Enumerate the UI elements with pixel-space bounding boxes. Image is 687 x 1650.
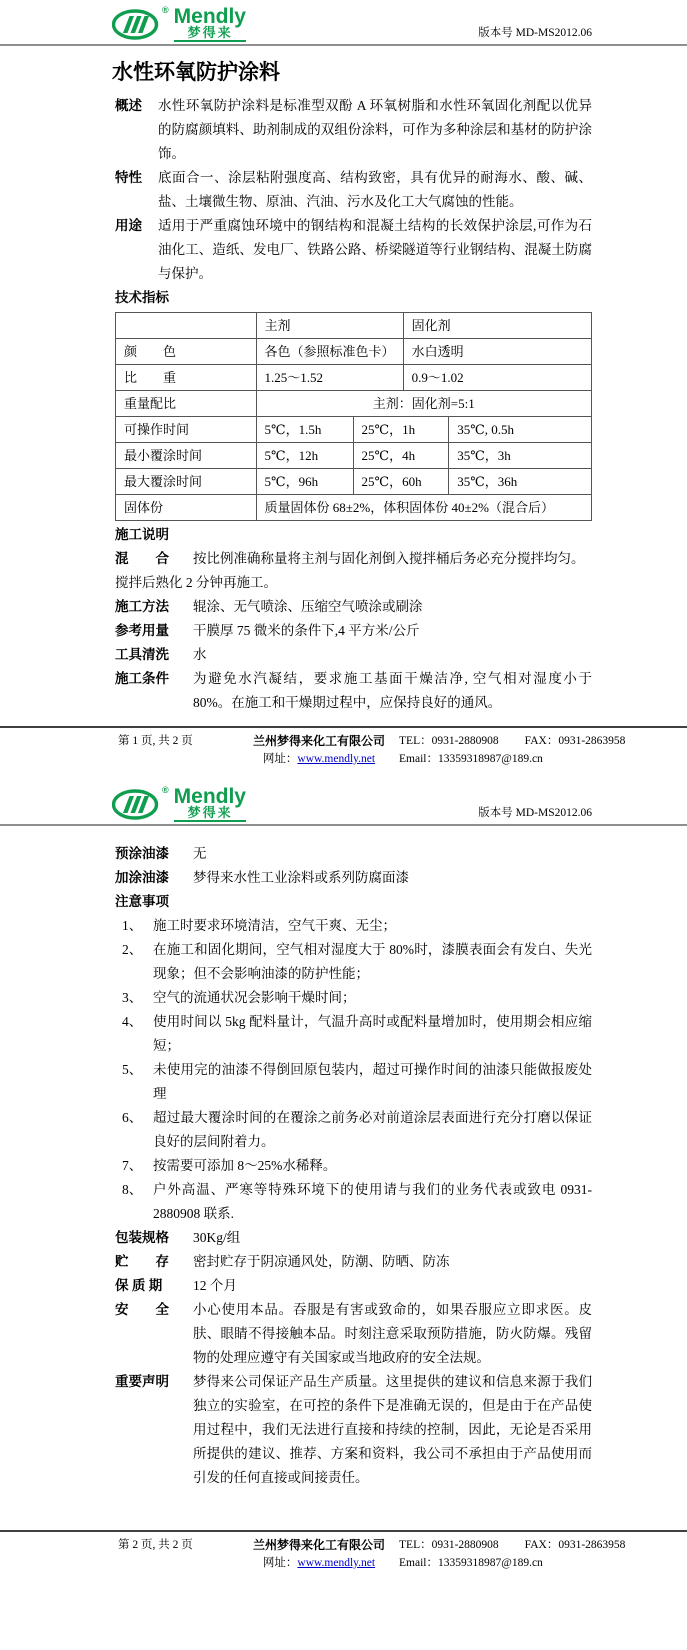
note-number: 1、: [122, 918, 143, 933]
row-label: 重要声明: [115, 1374, 169, 1389]
row-text: 干膜厚 75 微米的条件下,4 平方米/公斤: [193, 623, 420, 638]
note-number: 4、: [122, 1014, 143, 1029]
row-text: 密封贮存于阴凉通风处，防潮、防晒、防冻: [193, 1254, 450, 1269]
note-item-5: [115, 1058, 592, 1106]
construction-heading: 施工说明: [115, 527, 169, 542]
row-text: 梦得来水性工业涂料或系列防腐面漆: [193, 870, 409, 885]
logo-wordmark: Mendly: [173, 5, 246, 28]
construction-mixing-continued: 搅拌后熟化 2 分钟再施工。: [115, 575, 277, 590]
shelf-life-row: [115, 1274, 592, 1298]
table-row-ratio: [116, 391, 592, 417]
table-row-solids: [116, 495, 592, 521]
row-label: 预涂油漆: [115, 846, 169, 861]
precoat-row: [115, 842, 592, 866]
row-label: 工具清洗: [115, 647, 169, 662]
topcoat-row: [115, 866, 592, 890]
cell-value: 25℃，60h: [353, 469, 449, 495]
section-text: 适用于严重腐蚀环境中的钢结构和混凝土结构的长效保护涂层,可作为石油化工、造纸、发电厂、铁路公路、桥梁隧道等行业钢结构、混凝土防腐与保护。: [158, 218, 592, 281]
table-row-header: [116, 313, 592, 339]
row-label: 最小覆涂时间: [116, 443, 257, 469]
fax-label: FAX：0931-2863958: [524, 1539, 626, 1551]
logo-mark-icon: [112, 789, 160, 820]
section-features: [115, 166, 592, 214]
row-label: 安 全: [115, 1302, 169, 1317]
note-text: 空气的流通状况会影响干燥时间；: [153, 990, 356, 1005]
notes-heading: 注意事项: [115, 894, 169, 909]
row-label: 可操作时间: [116, 417, 257, 443]
row-label: 比 重: [116, 365, 257, 391]
section-label: 用途: [115, 218, 142, 233]
section-text: 水性环氧防护涂料是标准型双酚 A 环氧树脂和水性环氧固化剂配以优异的防腐颜填料、助剂制成的双组份涂料，可作为多种涂层和基材的防护涂饰。: [158, 98, 592, 161]
row-label: 固体份: [116, 495, 257, 521]
row-text: 12 个月: [193, 1278, 237, 1293]
construction-tool-cleaning: [115, 643, 592, 667]
email-label: Email：13359318987@189.cn: [399, 753, 543, 765]
row-text: 30Kg/组: [193, 1230, 241, 1245]
mendly-logo: [112, 787, 246, 822]
construction-coverage: [115, 619, 592, 643]
row-label: 参考用量: [115, 623, 169, 638]
datasheet-page-1: [0, 0, 687, 768]
cell-value: 各色（参照标准色卡）: [256, 339, 403, 365]
company-name: 兰州梦得来化工有限公司: [253, 1538, 386, 1552]
logo-wordmark-cn: 梦得来: [174, 26, 246, 42]
cell-value: 质量固体份 68±2%，体积固体份 40±2%（混合后）: [256, 495, 591, 521]
cell-value: 25℃，4h: [353, 443, 449, 469]
storage-row: [115, 1250, 592, 1274]
note-number: 7、: [122, 1158, 143, 1173]
cell-value: 0.9～1.02: [403, 365, 591, 391]
cell-value: 5℃，1.5h: [256, 417, 353, 443]
page-header: [0, 0, 687, 46]
logo-wordmark-cn: 梦得来: [174, 806, 246, 822]
page-footer: [0, 1530, 687, 1572]
page-header: [0, 780, 687, 826]
cell-value: 5℃，12h: [256, 443, 353, 469]
note-text: 在施工和固化期间，空气相对湿度大于 80%时，漆膜表面会有发白、失光现象；但不会影响油漆的防护性能；: [153, 942, 592, 981]
note-item-3: [115, 986, 592, 1010]
page-number: 第 2 页, 共 2 页: [118, 1539, 193, 1551]
row-text: 梦得来公司保证产品生产质量。这里提供的建议和信息来源于我们独立的实验室，在可控的条件下是准确无误的，但是由于在产品使用过程中，我们无法进行直接和持续的控制，因此，无论是否采用所提供的建议、推荐、方案和资料，我公司不承担由于产品使用而引发的任何直接或间接责任。: [193, 1374, 592, 1485]
safety-row: [115, 1298, 592, 1370]
row-label: 包装规格: [115, 1230, 169, 1245]
website-prefix: 网址：: [262, 1557, 298, 1569]
cell-value: 35℃，3h: [449, 443, 592, 469]
note-item-1: [115, 914, 592, 938]
cell-value: 5℃，96h: [256, 469, 353, 495]
cell-main-agent-header: 主剂: [256, 313, 403, 339]
construction-mixing: [115, 547, 592, 571]
construction-conditions: [115, 667, 592, 715]
fax-label: FAX：0931-2863958: [524, 735, 626, 747]
row-text: 无: [193, 846, 207, 861]
note-item-6: [115, 1106, 592, 1154]
row-label: 施工条件: [115, 671, 169, 686]
row-text: 水: [193, 647, 207, 662]
table-row-min-recoat: [116, 443, 592, 469]
note-text: 未使用完的油漆不得倒回原包装内，超过可操作时间的油漆只能做报废处理: [153, 1062, 592, 1101]
website-prefix: 网址：: [262, 753, 298, 765]
version-label: 版本号 MD-MS2012.06: [478, 807, 592, 819]
mendly-logo: [112, 7, 246, 42]
note-number: 2、: [122, 942, 143, 957]
note-number: 8、: [122, 1182, 143, 1197]
note-text: 按需要可添加 8～25%水稀释。: [153, 1158, 337, 1173]
logo-mark-icon: [112, 9, 160, 40]
section-overview: [115, 94, 592, 166]
row-text: 按比例准确称量将主剂与固化剂倒入搅拌桶后务必充分搅拌均匀。: [193, 551, 585, 566]
datasheet-page-2: [0, 780, 687, 1650]
note-number: 6、: [122, 1110, 143, 1125]
row-label: 重量配比: [116, 391, 257, 417]
row-text: 小心使用本品。吞服是有害或致命的，如果吞服应立即求医。皮肤、眼睛不得接触本品。时刻注意采取预防措施，防火防爆。残留物的处理应遵守有关国家或当地政府的安全法规。: [193, 1302, 592, 1365]
tel-label: TEL：0931-2880908: [399, 735, 499, 747]
cell-value: 水白透明: [403, 339, 591, 365]
note-item-8: [115, 1178, 592, 1226]
tel-label: TEL：0931-2880908: [399, 1539, 499, 1551]
row-text: 为避免水汽凝结，要求施工基面干燥洁净, 空气相对湿度小于 80%。在施工和干燥期过程中，应保持良好的通风。: [193, 671, 592, 710]
website-link[interactable]: www.mendly.net: [297, 1557, 376, 1569]
construction-method: [115, 595, 592, 619]
packaging-row: [115, 1226, 592, 1250]
note-text: 施工时要求环境清洁，空气干爽、无尘；: [153, 918, 396, 933]
email-label: Email：13359318987@189.cn: [399, 1557, 543, 1569]
table-row-gravity: [116, 365, 592, 391]
section-usage: [115, 214, 592, 286]
section-label: 概述: [115, 98, 142, 113]
registered-mark: ®: [162, 5, 169, 15]
note-number: 5、: [122, 1062, 143, 1077]
note-item-4: [115, 1010, 592, 1058]
tech-indicators-table: [115, 312, 592, 521]
note-item-2: [115, 938, 592, 986]
note-item-7: [115, 1154, 592, 1178]
cell-empty: [116, 313, 257, 339]
note-text: 户外高温、严寒等特殊环境下的使用请与我们的业务代表或致电 0931-2880908 联系.: [153, 1182, 592, 1221]
row-label: 施工方法: [115, 599, 169, 614]
row-label: 保 质 期: [115, 1278, 163, 1293]
row-text: 辊涂、无气喷涂、压缩空气喷涂或刷涂: [193, 599, 423, 614]
section-label: 特性: [115, 170, 142, 185]
page-number: 第 1 页, 共 2 页: [118, 735, 193, 747]
table-row-max-recoat: [116, 469, 592, 495]
website-link[interactable]: www.mendly.net: [297, 753, 376, 765]
disclaimer-row: [115, 1370, 592, 1490]
row-label: 混 合: [115, 551, 169, 566]
section-text: 底面合一、涂层粘附强度高、结构致密，具有优异的耐海水、酸、碱、盐、土壤微生物、原油、汽油、污水及化工大气腐蚀的性能。: [158, 170, 592, 209]
logo-wordmark: Mendly: [173, 785, 246, 808]
row-label: 贮 存: [115, 1254, 169, 1269]
cell-hardener-header: 固化剂: [403, 313, 591, 339]
row-label: 最大覆涂时间: [116, 469, 257, 495]
product-title: 水性环氧防护涂料: [112, 61, 280, 84]
row-label: 加涂油漆: [115, 870, 169, 885]
cell-value: 25℃，1h: [353, 417, 449, 443]
note-text: 使用时间以 5kg 配料量计，气温升高时或配料量增加时，使用期会相应缩短；: [153, 1014, 592, 1053]
note-text: 超过最大覆涂时间的在覆涂之前务必对前道涂层表面进行充分打磨以保证良好的层间附着力。: [153, 1110, 592, 1149]
cell-value: 35℃，36h: [449, 469, 592, 495]
cell-value: 35℃, 0.5h: [449, 417, 592, 443]
table-row-potlife: [116, 417, 592, 443]
cell-value: 主剂：固化剂=5:1: [256, 391, 591, 417]
page-footer: [0, 726, 687, 768]
cell-value: 1.25～1.52: [256, 365, 403, 391]
row-label: 颜 色: [116, 339, 257, 365]
registered-mark: ®: [162, 785, 169, 795]
table-row-color: [116, 339, 592, 365]
company-name: 兰州梦得来化工有限公司: [253, 734, 386, 748]
note-number: 3、: [122, 990, 143, 1005]
tech-indicators-heading: 技术指标: [115, 290, 169, 305]
version-label: 版本号 MD-MS2012.06: [478, 27, 592, 39]
